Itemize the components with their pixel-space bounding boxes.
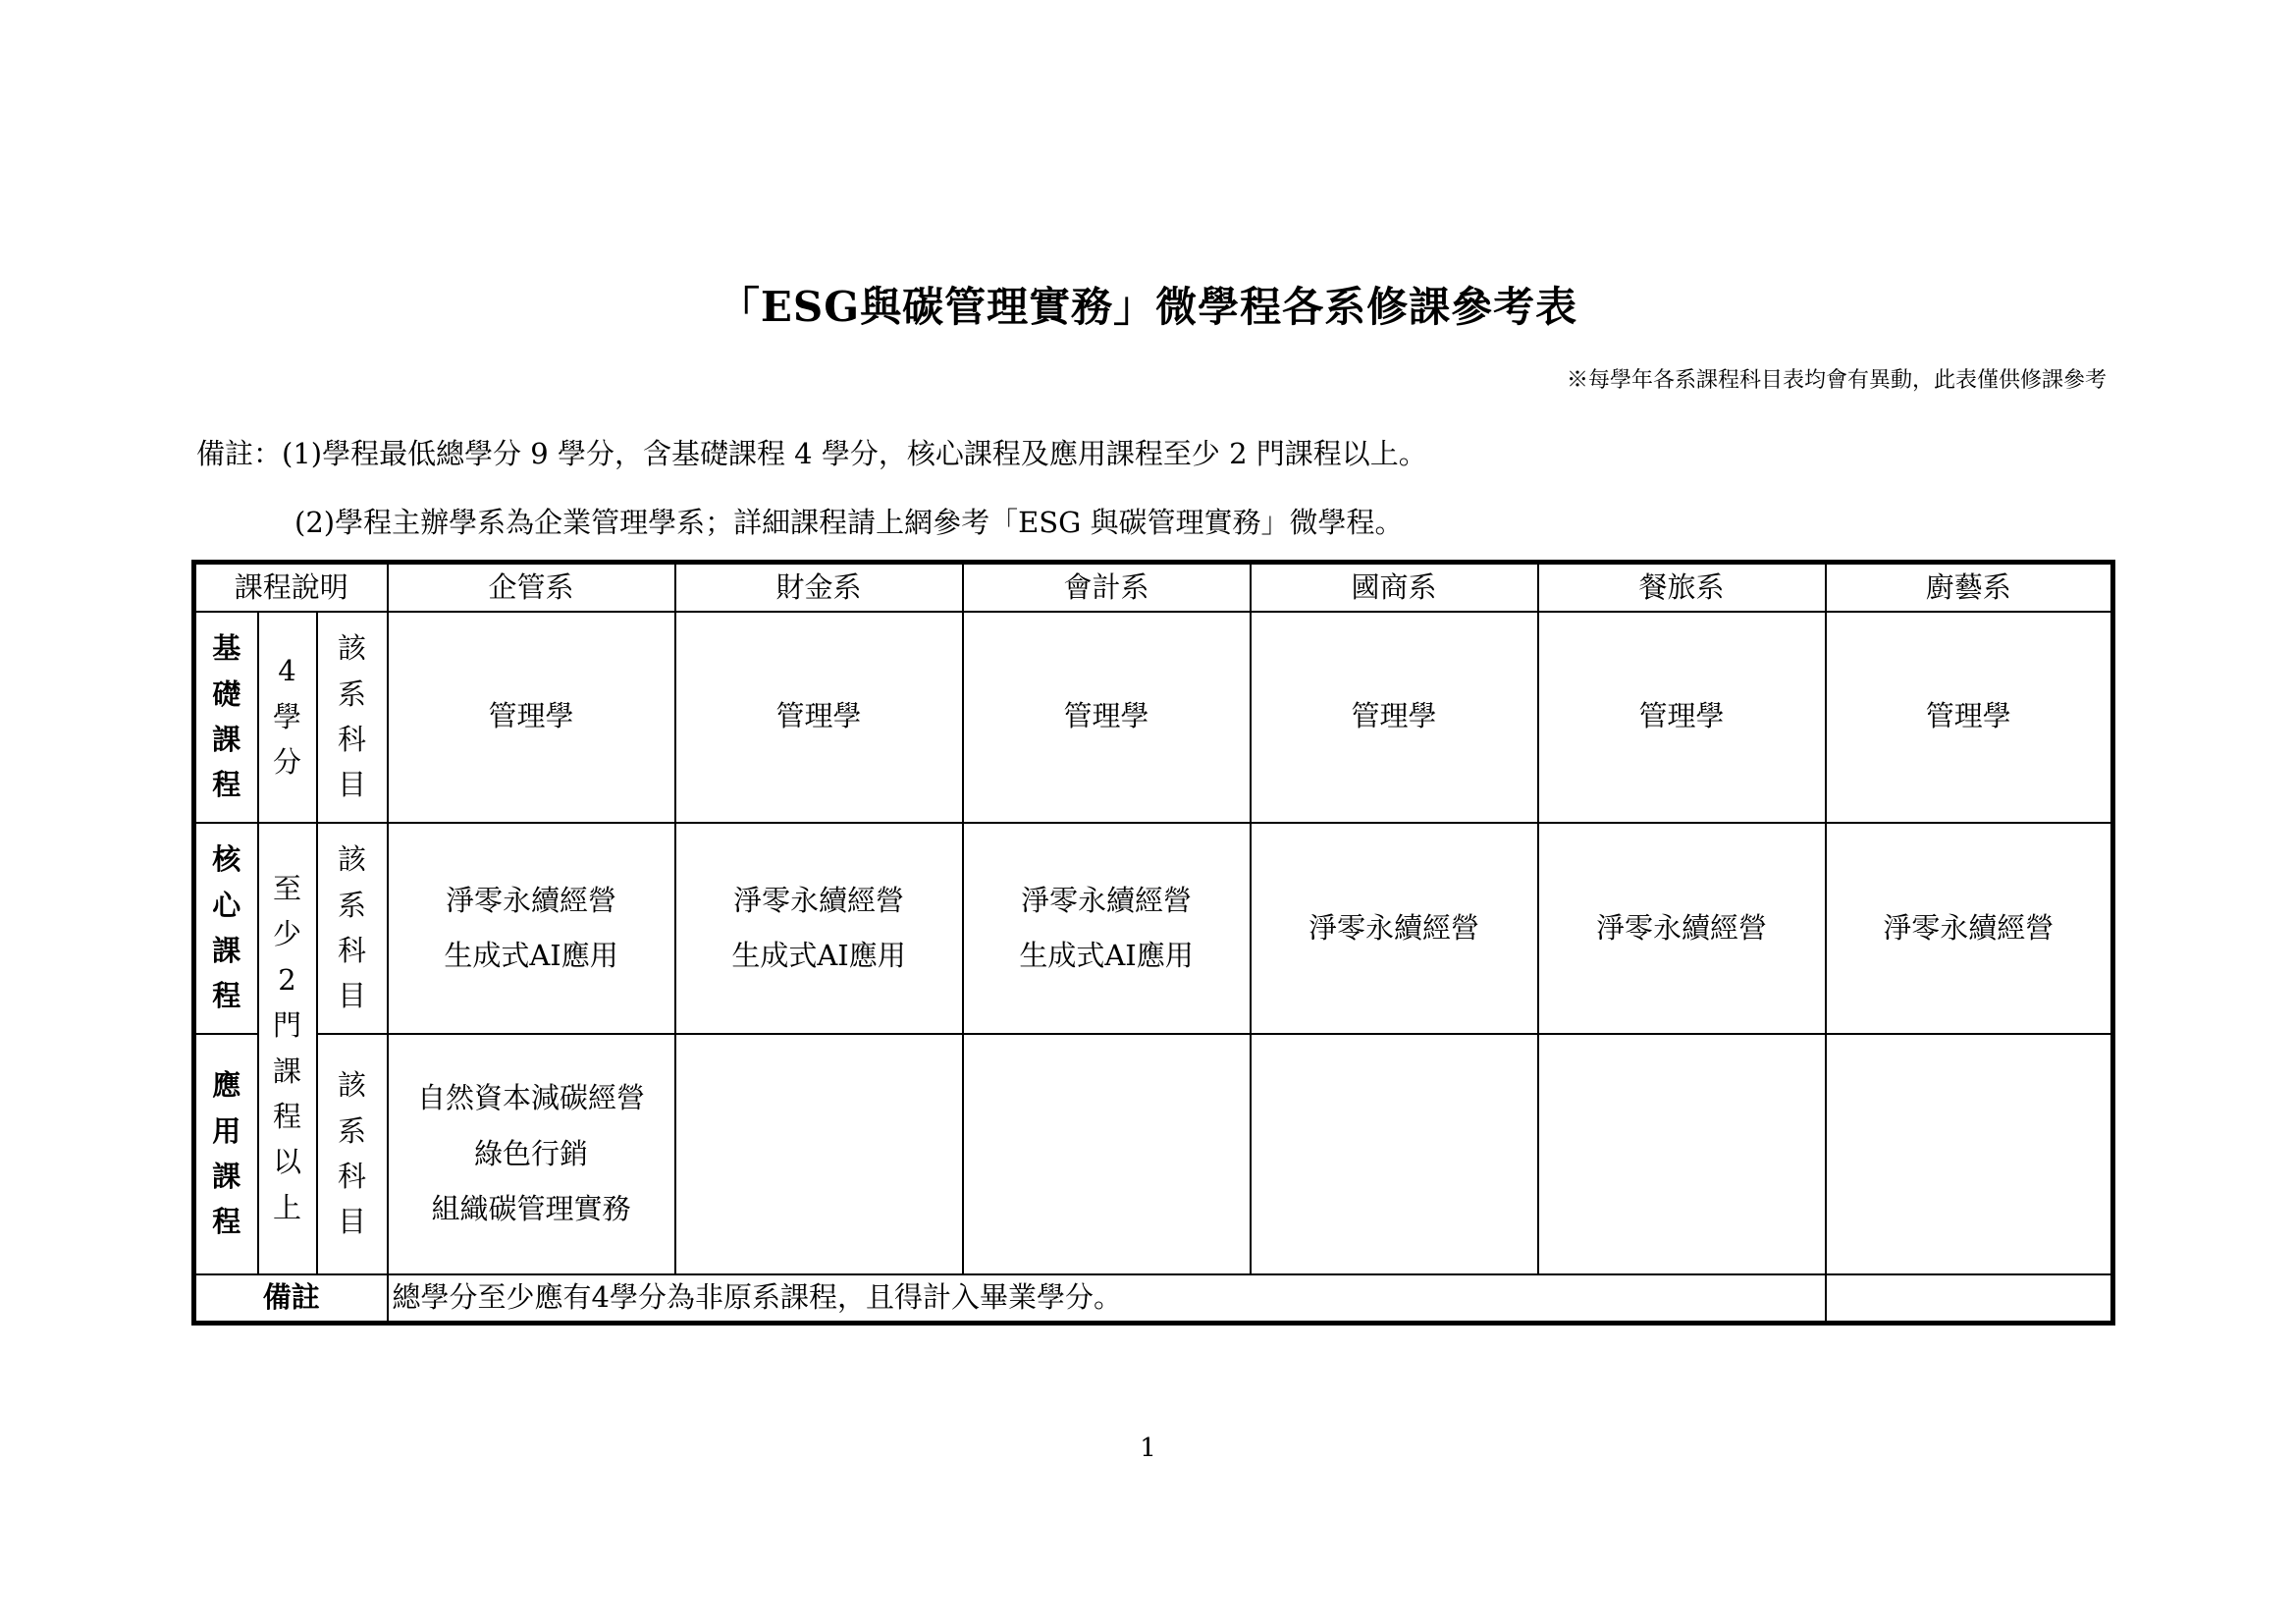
course-name: 綠色行銷 xyxy=(474,1136,589,1170)
empty-cell xyxy=(675,1034,963,1274)
disclaimer-note: ※每學年各系課程科目表均會有異動，此表僅供修課參考 xyxy=(1566,368,2107,393)
course-cell xyxy=(1251,823,1538,1034)
remark-line-2: (2)學程主辦學系為企業管理學系；詳細課程請上網參考「ESG 與碳管理實務」微學程。 xyxy=(294,506,1404,539)
table-row xyxy=(194,612,2113,823)
course-cell: 管理學 xyxy=(675,612,963,823)
credits-core-applied xyxy=(258,823,317,1274)
course-cell xyxy=(1826,823,2113,1034)
course-cell: 管理學 xyxy=(1826,612,2113,823)
scope-label: 該系科目 xyxy=(338,842,367,1013)
course-name: 生成式AI應用 xyxy=(1019,939,1194,972)
remark-line-1: 備註：(1)學程最低總學分 9 學分，含基礎課程 4 學分，核心課程及應用課程至少 2 門課程以上。 xyxy=(196,437,1427,470)
remark-text: 總學分至少應有4學分為非原系課程，且得計入畢業學分。 xyxy=(388,1274,1826,1324)
credits-basic xyxy=(258,612,317,823)
table-row xyxy=(194,1034,2113,1274)
header-dept-finance: 財金系 xyxy=(675,563,963,612)
category-core xyxy=(194,823,258,1034)
course-name: 淨零永續經營 xyxy=(1883,910,2055,945)
credits-label: 4學分 xyxy=(273,654,302,780)
course-cell xyxy=(1538,823,1826,1034)
category-basic xyxy=(194,612,258,823)
scope-core xyxy=(317,823,388,1034)
scope-basic xyxy=(317,612,388,823)
empty-cell xyxy=(1251,1034,1538,1274)
course-name: 淨零永續經營 xyxy=(446,883,617,917)
course-cell: 管理學 xyxy=(1251,612,1538,823)
header-course-description: 課程說明 xyxy=(194,563,388,612)
course-name: 淨零永續經營 xyxy=(1308,910,1480,945)
course-cell: 管理學 xyxy=(963,612,1251,823)
header-dept-intl-business: 國商系 xyxy=(1251,563,1538,612)
course-cell xyxy=(963,823,1251,1034)
course-name: 生成式AI應用 xyxy=(444,939,618,972)
table-row xyxy=(194,1274,2113,1324)
credits-label: 至少2門課程以上 xyxy=(273,871,302,1224)
scope-label: 該系科目 xyxy=(338,1068,367,1239)
course-name: 淨零永續經營 xyxy=(1596,910,1768,945)
category-label: 核心課程 xyxy=(212,842,241,1013)
course-cell xyxy=(388,823,675,1034)
page-number: 1 xyxy=(1140,1434,1156,1463)
course-name: 自然資本減碳經營 xyxy=(417,1081,646,1115)
course-name: 淨零永續經營 xyxy=(1021,883,1193,917)
course-reference-table xyxy=(191,560,2115,1326)
empty-cell xyxy=(963,1034,1251,1274)
scope-label: 該系科目 xyxy=(338,631,367,802)
header-dept-culinary: 廚藝系 xyxy=(1826,563,2113,612)
header-dept-business: 企管系 xyxy=(388,563,675,612)
category-applied xyxy=(194,1034,258,1274)
scope-applied xyxy=(317,1034,388,1274)
category-label: 應用課程 xyxy=(212,1068,241,1239)
course-cell: 管理學 xyxy=(388,612,675,823)
page-title: 「ESG與碳管理實務」微學程各系修課參考表 xyxy=(718,283,1578,331)
empty-cell xyxy=(1826,1034,2113,1274)
table-row xyxy=(194,823,2113,1034)
header-dept-hospitality: 餐旅系 xyxy=(1538,563,1826,612)
course-name: 組織碳管理實務 xyxy=(431,1192,631,1226)
course-cell: 管理學 xyxy=(1538,612,1826,823)
course-cell xyxy=(388,1034,675,1274)
course-name: 淨零永續經營 xyxy=(733,883,905,917)
header-dept-accounting: 會計系 xyxy=(963,563,1251,612)
empty-cell xyxy=(1538,1034,1826,1274)
course-name: 生成式AI應用 xyxy=(731,939,906,972)
remark-label: 備註 xyxy=(194,1274,388,1324)
category-label: 基礎課程 xyxy=(212,631,241,802)
course-cell xyxy=(675,823,963,1034)
empty-cell xyxy=(1826,1274,2113,1324)
